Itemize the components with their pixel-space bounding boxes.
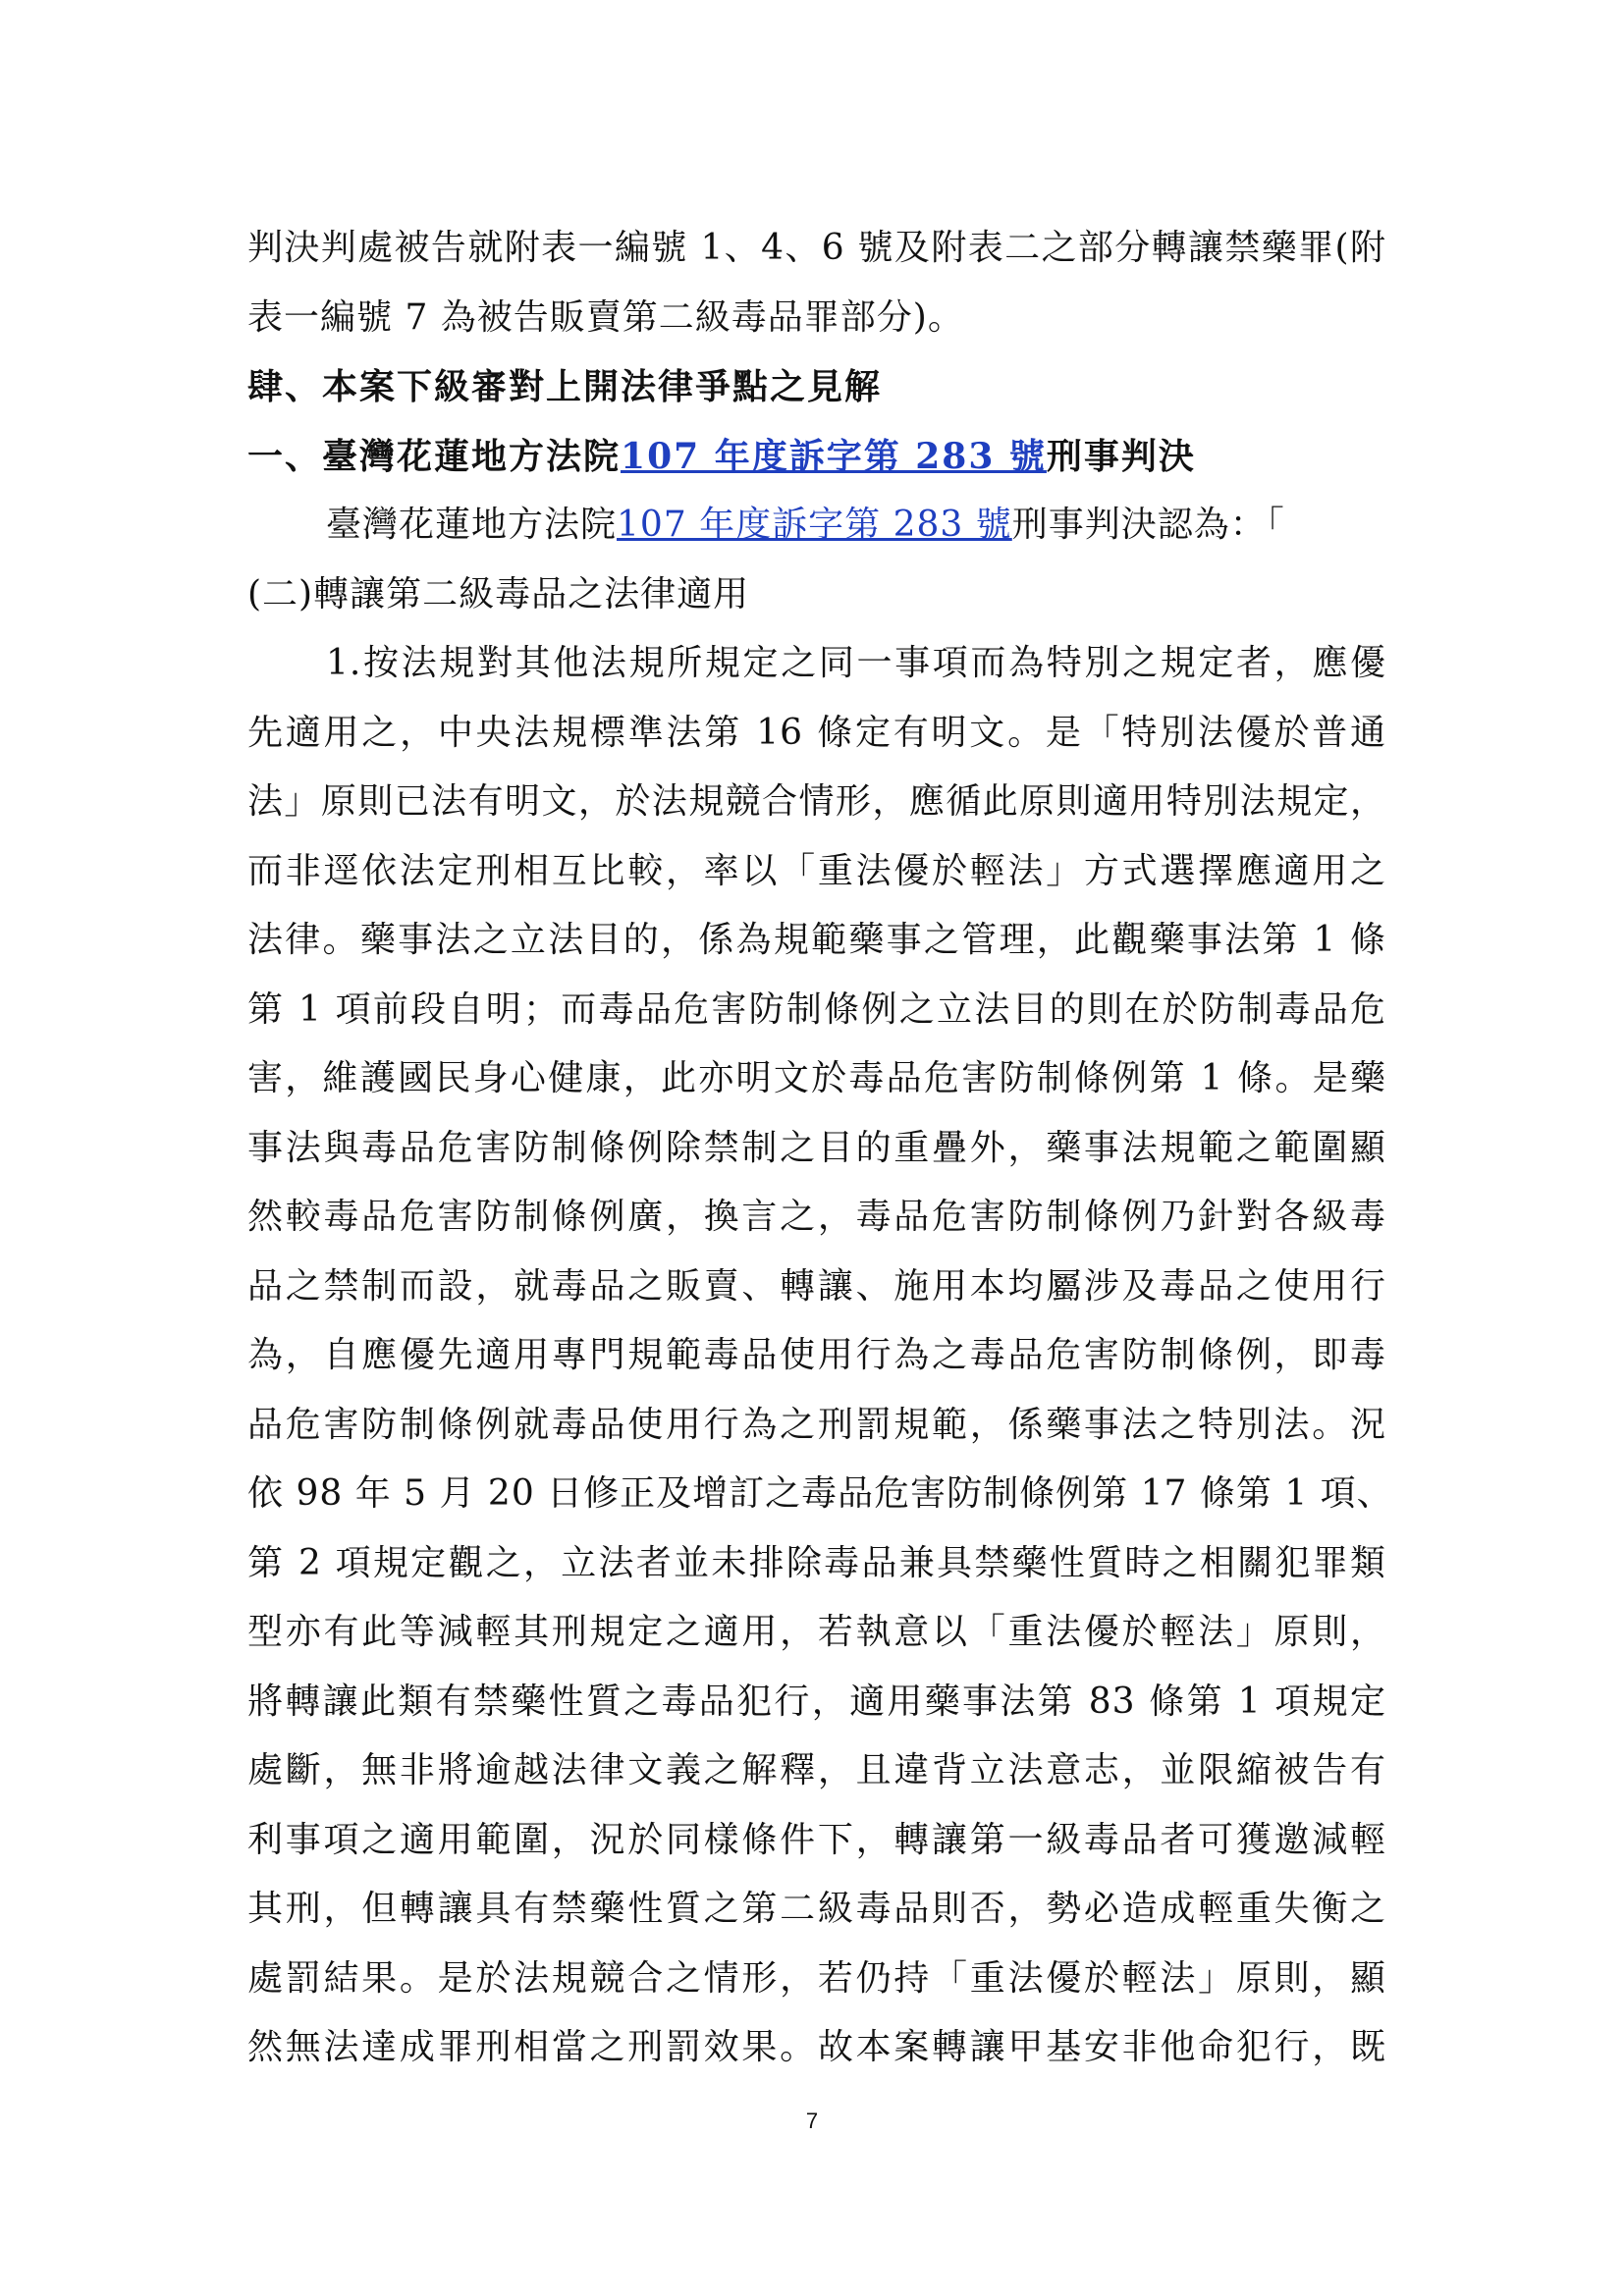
text-line: 將轉讓此類有禁藥性質之毒品犯行，適用藥事法第 83 條第 1 項規定 [247, 1681, 1386, 1722]
text-line: 型亦有此等減輕其刑規定之適用，若執意以「重法優於輕法」原則， [247, 1612, 1386, 1652]
intro-prefix: 臺灣花蓮地方法院 [326, 505, 618, 545]
text-line: 而非逕依法定刑相互比較，率以「重法優於輕法」方式選擇應適用之 [247, 850, 1386, 891]
case-link[interactable]: 107 年度訴字第 283 號 [617, 505, 1012, 545]
text-line: 表一編號 7 為被告販賣第二級毒品罪部分)。 [247, 296, 964, 338]
text-line: 法」原則已法有明文，於法規競合情形，應循此原則適用特別法規定， [247, 781, 1386, 822]
text-line: 第 2 項規定觀之，立法者並未排除毒品兼具禁藥性質時之相關犯罪類 [247, 1542, 1386, 1583]
intro-suffix: 刑事判決認為：「 [1011, 505, 1285, 545]
text-line: 然無法達成罪刑相當之刑罰效果。故本案轉讓甲基安非他命犯行，既 [247, 2027, 1386, 2067]
text-line: 處斷，無非將逾越法律文義之解釋，且違背立法意志，並限縮被告有 [247, 1750, 1386, 1790]
text-line: 品之禁制而設，就毒品之販賣、轉讓、施用本均屬涉及毒品之使用行 [247, 1265, 1386, 1307]
section-heading: 肆、本案下級審對上開法律爭點之見解 [247, 366, 883, 407]
body-paragraph [247, 699, 1393, 2083]
text-line: 先適用之，中央法規標準法第 16 條定有明文。是「特別法優於普通 [247, 712, 1386, 753]
text-line: 利事項之適用範圍，況於同樣條件下，轉讓第一級毒品者可獲邀減輕 [247, 1819, 1386, 1860]
subsection-suffix: 刑事判決 [1046, 435, 1196, 477]
subsection-prefix: 一、臺灣花蓮地方法院 [247, 435, 622, 477]
text-line: 判決判處被告就附表一編號 1、4、6 號及附表二之部分轉讓禁藥罪(附 [247, 228, 1386, 268]
item-title: (二)轉讓第二級毒品之法律適用 [247, 573, 750, 614]
text-line: 法律。藥事法之立法目的，係為規範藥事之管理，此觀藥事法第 1 條 [247, 920, 1386, 960]
text-line: 其刑，但轉讓具有禁藥性質之第二級毒品則否，勢必造成輕重失衡之 [247, 1889, 1386, 1929]
page-number: 7 [805, 2109, 819, 2133]
case-link[interactable]: 107 年度訴字第 283 號 [621, 435, 1047, 477]
text-line: 品危害防制條例就毒品使用行為之刑罰規範，係藥事法之特別法。況 [247, 1404, 1386, 1445]
text-line: 1.按法規對其他法規所規定之同一事項而為特別之規定者，應優 [326, 643, 1386, 683]
text-line: 第 1 項前段自明；而毒品危害防制條例之立法目的則在於防制毒品危 [247, 988, 1386, 1030]
text-line: 為，自應優先適用專門規範毒品使用行為之毒品危害防制條例，即毒 [247, 1335, 1386, 1375]
text-line: 處罰結果。是於法規競合之情形，若仍持「重法優於輕法」原則，顯 [247, 1957, 1386, 1999]
text-line: 依 98 年 5 月 20 日修正及增訂之毒品危害防制條例第 17 條第 1 項、 [247, 1473, 1393, 1514]
subsection-heading [247, 422, 1386, 492]
text-line: 事法與毒品危害防制條例除禁制之目的重疊外，藥事法規範之範圍顯 [247, 1127, 1386, 1168]
text-line: 然較毒品危害防制條例廣，換言之，毒品危害防制條例乃針對各級毒 [247, 1197, 1386, 1237]
intro-line [247, 491, 1386, 561]
document-body [247, 214, 1393, 2083]
text-line: 害，維護國民身心健康，此亦明文於毒品危害防制條例第 1 條。是藥 [247, 1058, 1386, 1098]
